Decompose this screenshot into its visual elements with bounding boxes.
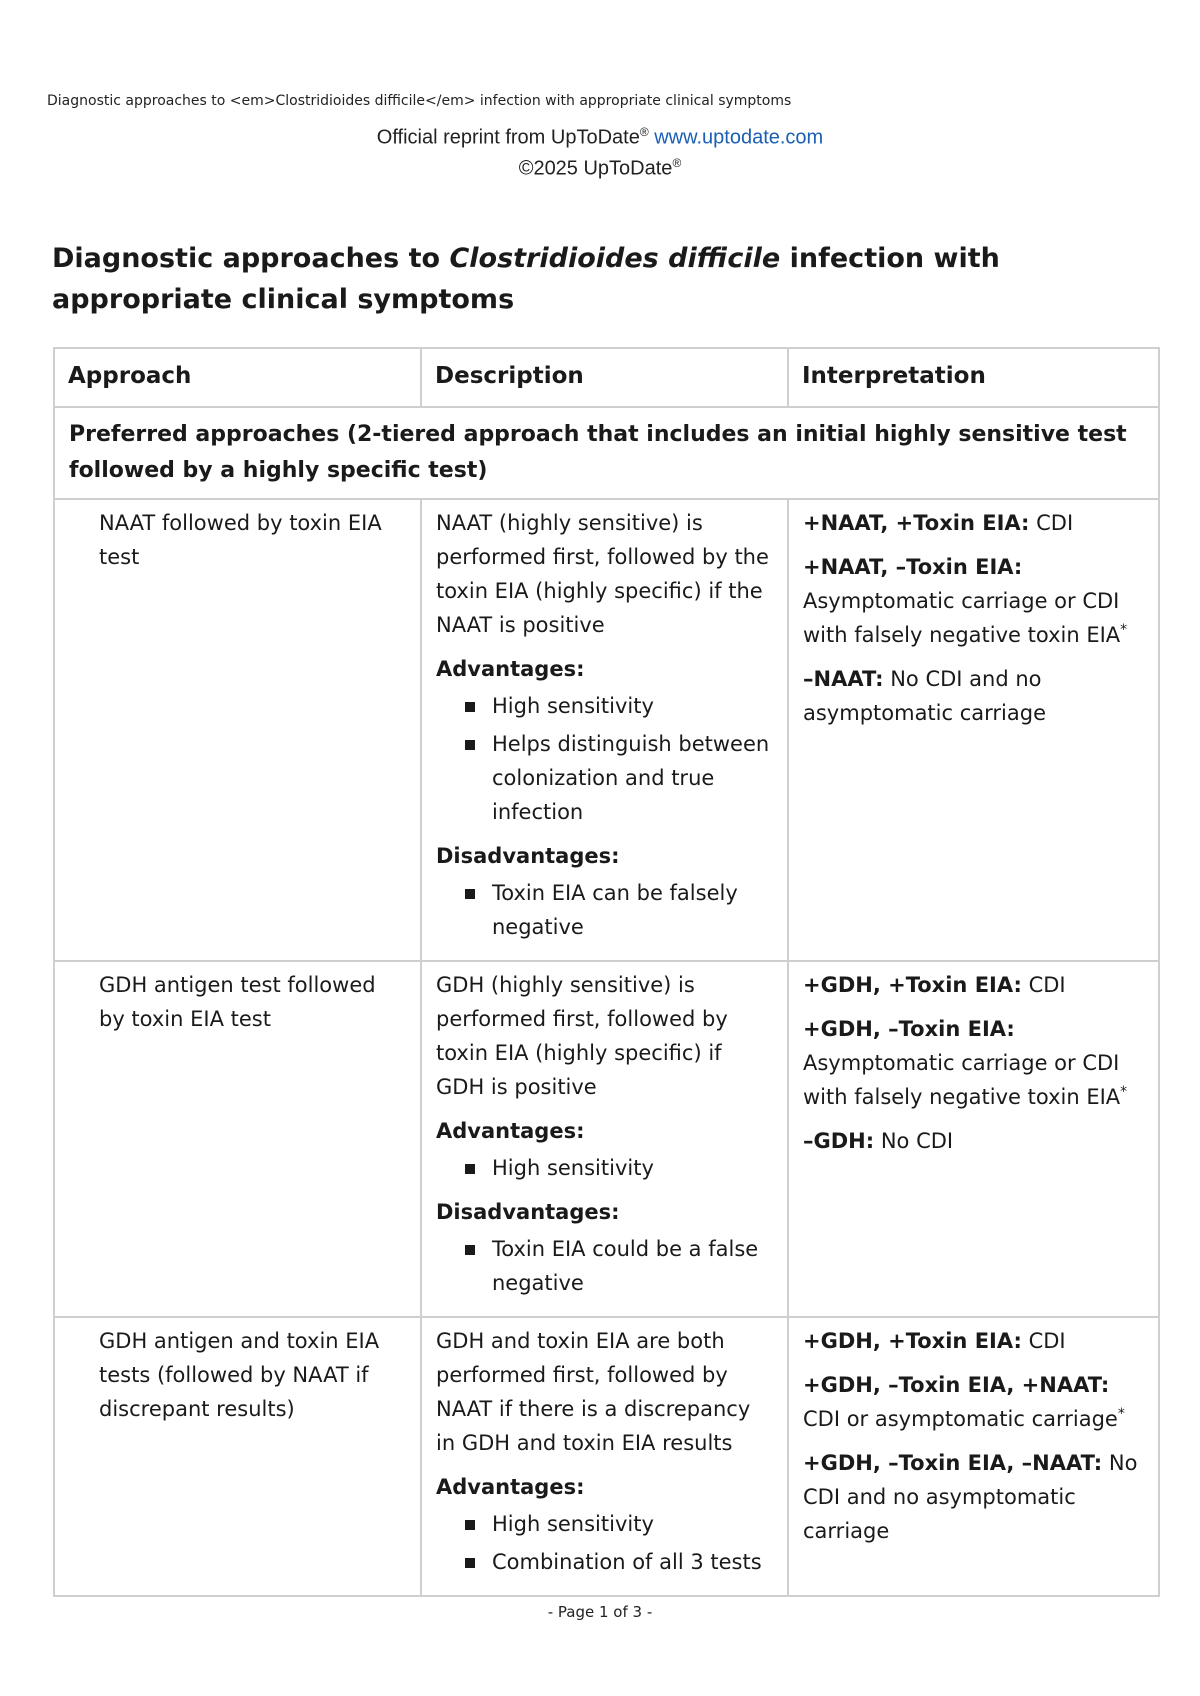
interpretation-text: CDI	[1021, 1329, 1066, 1353]
advantages-label: Advantages:	[436, 657, 585, 681]
bullet-square-icon	[465, 740, 475, 750]
table-header-row	[54, 348, 1159, 407]
interpretation-label: +GDH, –Toxin EIA:	[803, 1017, 1015, 1041]
registered-mark: ®	[639, 125, 649, 139]
list-item-text: High sensitivity	[492, 1512, 654, 1536]
registered-mark-2: ®	[672, 156, 682, 170]
interpretation-text: CDI	[1029, 511, 1074, 535]
list-item	[492, 876, 775, 944]
title-part2: infection with appropriate clinical symptoms	[52, 243, 1000, 315]
interpretation-label: +GDH, –Toxin EIA, +NAAT:	[803, 1373, 1110, 1397]
copyright-notice	[0, 156, 1200, 181]
interpretation-text: No CDI	[874, 1129, 954, 1153]
interpretation-entry	[803, 1446, 1146, 1548]
description-text: NAAT (highly sensitive) is performed first, followed by the toxin EIA (highly specific) if the NAAT is positive	[436, 511, 769, 637]
interpretation-label: +GDH, –Toxin EIA, –NAAT:	[803, 1451, 1103, 1475]
interpretation-label: +GDH, +Toxin EIA:	[803, 973, 1022, 997]
list-item-text: High sensitivity	[492, 1156, 654, 1180]
list-item-text: Combination of all 3 tests	[492, 1550, 762, 1574]
interpretation-entry	[803, 1324, 1146, 1358]
interpretation-text: Asymptomatic carriage or CDI with falsely negative toxin EIA	[803, 1051, 1121, 1109]
table-row	[54, 499, 1159, 961]
interpretation-text: No CDI and no asymptomatic carriage	[803, 1451, 1138, 1543]
approach-cell: GDH antigen and toxin EIA tests (followed by NAAT if discrepant results)	[54, 1317, 421, 1596]
advantages-list	[436, 1151, 775, 1185]
interpretation-text: No CDI and no asymptomatic carriage	[803, 667, 1046, 725]
bullet-square-icon	[465, 1520, 475, 1530]
table-row	[54, 961, 1159, 1317]
interpretation-cell	[788, 961, 1159, 1317]
bullet-square-icon	[465, 1245, 475, 1255]
interpretation-text: CDI	[1021, 973, 1066, 997]
approach-cell: GDH antigen test followed by toxin EIA test	[54, 961, 421, 1317]
advantages-label: Advantages:	[436, 1119, 585, 1143]
list-item	[492, 1545, 775, 1579]
advantages-list	[436, 689, 775, 829]
footnote-marker: *	[1120, 622, 1128, 638]
interpretation-entry	[803, 662, 1146, 730]
interpretation-entry	[803, 1124, 1146, 1158]
footnote-marker: *	[1120, 1084, 1128, 1100]
title-italic: Clostridioides difficile	[449, 243, 781, 274]
interpretation-label: –NAAT:	[803, 667, 884, 691]
list-item	[492, 689, 775, 723]
table-row	[54, 1317, 1159, 1596]
group-heading: Preferred approaches (2-tiered approach that includes an initial highly sensitive test followed by a highly specific test)	[54, 407, 1159, 499]
bullet-square-icon	[465, 1558, 475, 1568]
interpretation-entry	[803, 1368, 1146, 1436]
disadvantages-label: Disadvantages:	[436, 844, 620, 868]
interpretation-entry	[803, 1012, 1146, 1114]
reprint-notice	[0, 125, 1200, 150]
list-item	[492, 1151, 775, 1185]
interpretation-entry	[803, 550, 1146, 652]
interpretation-label: +GDH, +Toxin EIA:	[803, 1329, 1022, 1353]
advantages-label: Advantages:	[436, 1475, 585, 1499]
interpretation-entry	[803, 506, 1146, 540]
uptodate-link[interactable]: www.uptodate.com	[654, 126, 824, 149]
diagnostic-table	[53, 347, 1160, 1597]
description-cell	[421, 1317, 788, 1596]
approach-cell: NAAT followed by toxin EIA test	[54, 499, 421, 961]
interpretation-label: +NAAT, +Toxin EIA:	[803, 511, 1030, 535]
bullet-square-icon	[465, 1164, 475, 1174]
list-item	[492, 1232, 775, 1300]
list-item	[492, 1507, 775, 1541]
page-title	[52, 238, 1162, 320]
interpretation-label: –GDH:	[803, 1129, 875, 1153]
list-item-text: High sensitivity	[492, 694, 654, 718]
list-item-text: Helps distinguish between colonization and true infection	[492, 732, 770, 824]
header-approach: Approach	[54, 348, 421, 407]
interpretation-cell	[788, 499, 1159, 961]
title-part1: Diagnostic approaches to	[52, 243, 450, 274]
header-description: Description	[421, 348, 788, 407]
disadvantages-label: Disadvantages:	[436, 1200, 620, 1224]
interpretation-text: CDI or asymptomatic carriage	[803, 1407, 1118, 1431]
interpretation-entry	[803, 968, 1146, 1002]
group-row	[54, 407, 1159, 499]
disadvantages-list	[436, 1232, 775, 1300]
footnote-marker: *	[1117, 1406, 1125, 1422]
interpretation-text: Asymptomatic carriage or CDI with falsely negative toxin EIA	[803, 589, 1121, 647]
description-cell	[421, 961, 788, 1317]
interpretation-cell	[788, 1317, 1159, 1596]
description-text: GDH (highly sensitive) is performed first, followed by toxin EIA (highly specific) if GDH is positive	[436, 973, 728, 1099]
description-text: GDH and toxin EIA are both performed first, followed by NAAT if there is a discrepancy in GDH and toxin EIA results	[436, 1329, 751, 1455]
interpretation-label: +NAAT, –Toxin EIA:	[803, 555, 1023, 579]
reprint-prefix: Official reprint from UpToDate	[376, 126, 640, 149]
header-interpretation: Interpretation	[788, 348, 1159, 407]
advantages-list	[436, 1507, 775, 1579]
running-head: Diagnostic approaches to <em>Clostridioides difficile</em> infection with appropriate clinical symptoms	[47, 93, 792, 109]
page-footer: - Page 1 of 3 -	[547, 1603, 653, 1621]
bullet-square-icon	[465, 889, 475, 899]
copyright-text: ©2025 UpToDate	[518, 157, 673, 180]
bullet-square-icon	[465, 702, 475, 712]
list-item	[492, 727, 775, 829]
disadvantages-list	[436, 876, 775, 944]
list-item-text: Toxin EIA can be falsely negative	[492, 881, 738, 939]
list-item-text: Toxin EIA could be a false negative	[492, 1237, 759, 1295]
description-cell	[421, 499, 788, 961]
